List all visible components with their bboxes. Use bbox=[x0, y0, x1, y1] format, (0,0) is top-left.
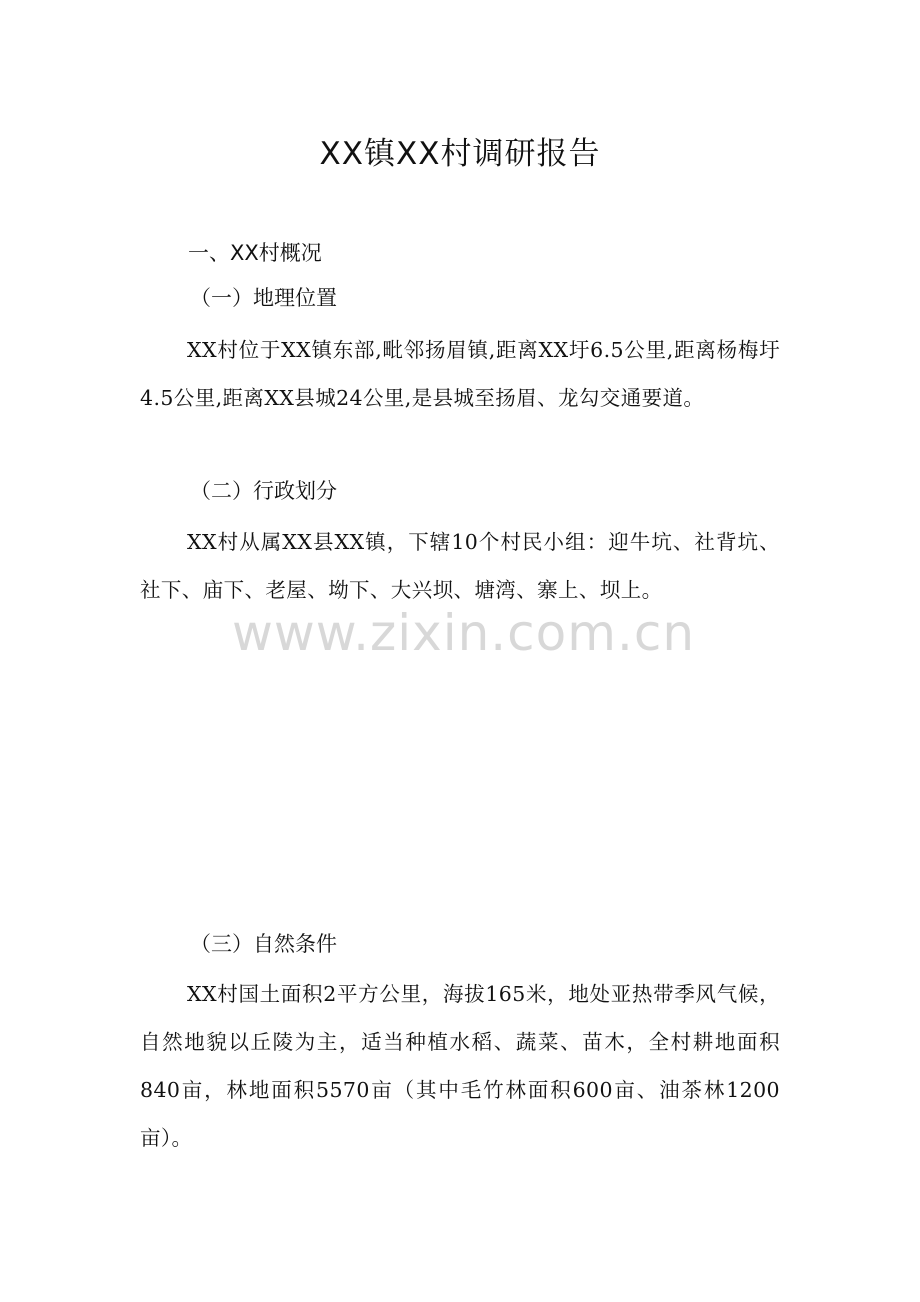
paragraph-natural-conditions: XX村国土面积2平方公里，海拔165米，地处亚热带季风气候，自然地貌以丘陵为主，适当种植水稻、蔬菜、苗木，全村耕地面积840亩，林地面积5570亩（其中毛竹林面积600亩、油茶林1200亩）。 bbox=[140, 982, 780, 1150]
document-title: XX镇XX村调研报告 bbox=[319, 136, 601, 172]
paragraph-administration: XX村从属XX县XX镇，下辖10个村民小组：迎牛坑、社背坑、社下、庙下、老屋、坳下、大兴坝、塘湾、寨上、坝上。 bbox=[140, 530, 780, 602]
watermark: www.zixin.com.cn bbox=[232, 604, 696, 662]
paragraph-location: XX村位于XX镇东部,毗邻扬眉镇,距离XX圩6.5公里,距离杨梅圩4.5公里,距离XX县城24公里,是县城至扬眉、龙勾交通要道。 bbox=[140, 338, 780, 410]
section-heading-overview: 一、XX村概况 bbox=[188, 241, 322, 265]
subsection-heading-natural-conditions: （三）自然条件 bbox=[190, 932, 337, 956]
subsection-heading-administration: （二）行政划分 bbox=[190, 479, 337, 503]
subsection-heading-location: （一）地理位置 bbox=[190, 286, 337, 310]
